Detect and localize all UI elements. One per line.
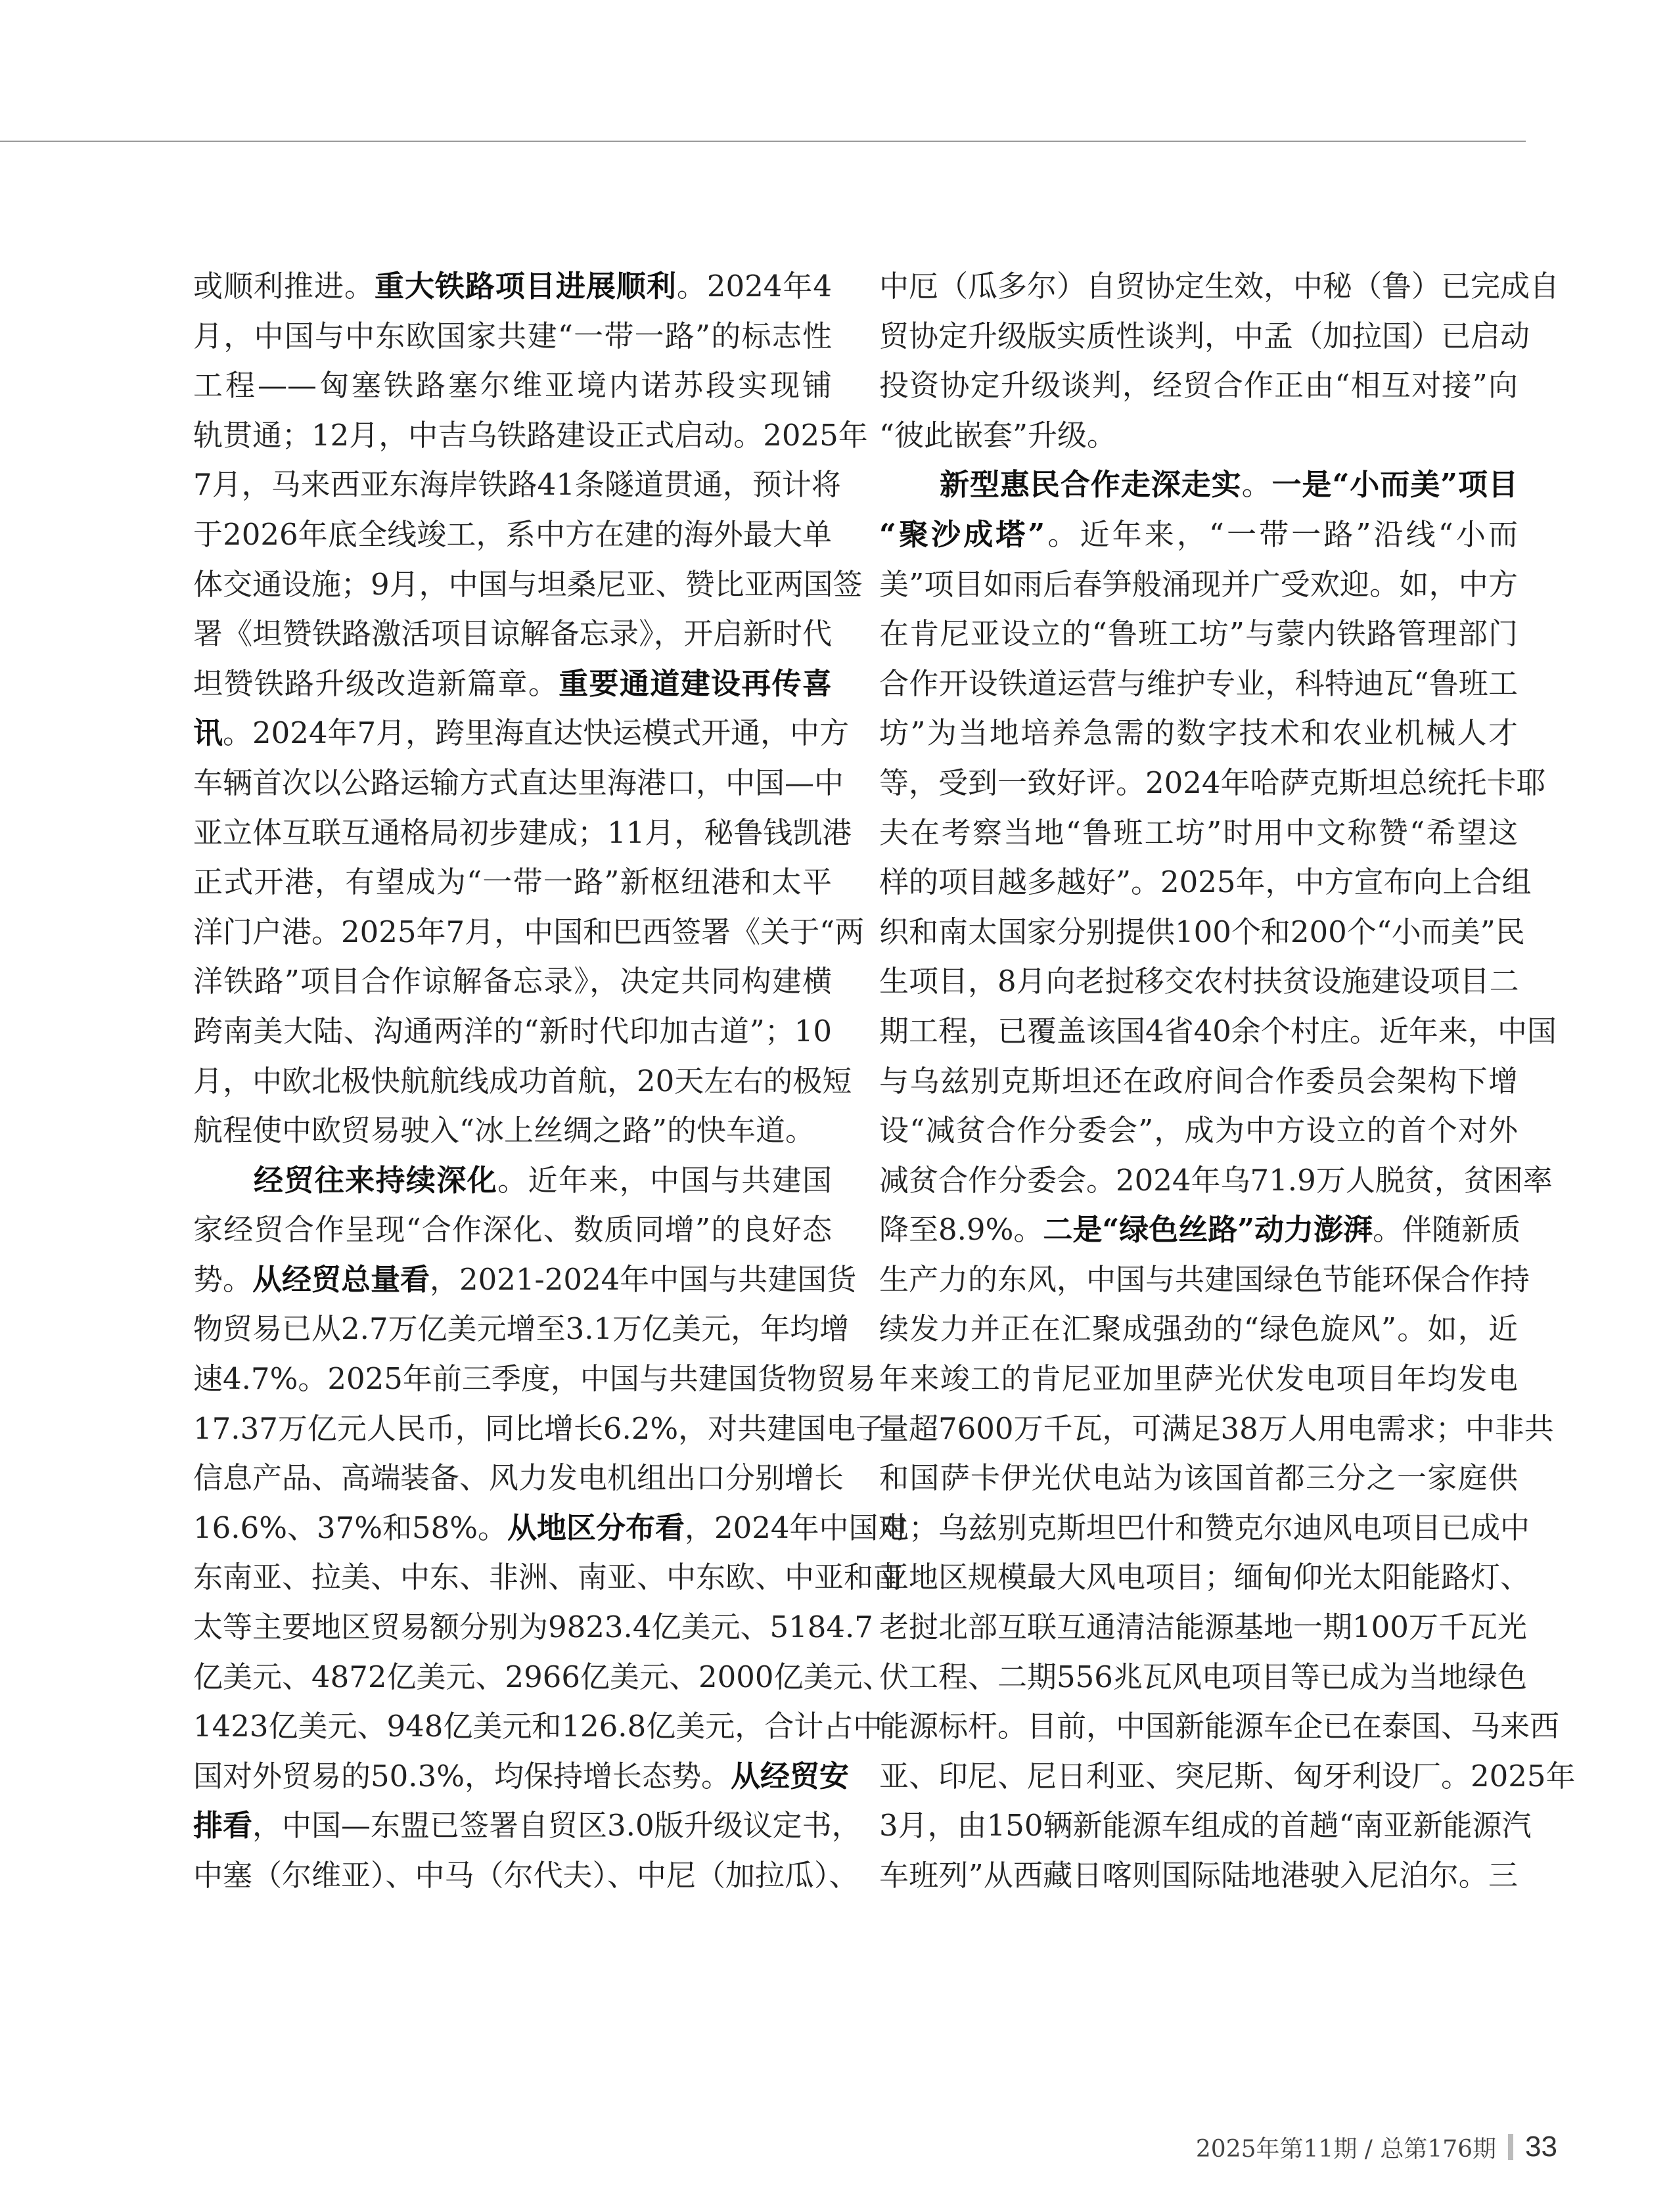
text-line — [879, 261, 1560, 311]
text-line — [879, 758, 1546, 808]
body-text: ，2021-2024年中国与共建国货 — [430, 1261, 857, 1297]
text-line — [879, 708, 1518, 758]
text-line — [193, 1006, 832, 1056]
text-line — [879, 1851, 1518, 1901]
text-line — [879, 510, 1518, 560]
body-text: 生项目，8月向老挝移交农村扶贫设施建设项目二 — [879, 964, 1519, 999]
text-line — [193, 907, 865, 957]
emphasis-text: 排看 — [193, 1808, 253, 1843]
body-text: 坊”为当地培养急需的数字技术和农业机械人才 — [879, 715, 1518, 751]
text-line — [193, 1304, 850, 1354]
body-text: 势。 — [193, 1261, 253, 1297]
body-text: ，2024年中国对 — [685, 1510, 908, 1545]
body-text: 亚立体互联互通格局初步建成；11月，秘鲁钱凯港 — [193, 815, 852, 850]
text-line — [879, 1056, 1518, 1106]
emphasis-text: 二是“绿色丝路”动力澎湃 — [1043, 1212, 1373, 1248]
text-line — [193, 1851, 859, 1901]
text-line — [193, 808, 852, 858]
body-text: 轨贯通；12月，中吉乌铁路建设正式启动。2025年 — [193, 417, 868, 453]
body-text: 年来竣工的肯尼亚加里萨光伏发电项目年均发电 — [879, 1361, 1518, 1397]
body-text: 量超7600万千瓦，可满足38万人用电需求；中非共 — [879, 1411, 1554, 1446]
body-text: 工程——匈塞铁路塞尔维亚境内诺苏段实现铺 — [193, 368, 832, 403]
body-text: 中厄（瓜多尔）自贸协定生效，中秘（鲁）已完成自 — [879, 269, 1560, 304]
body-text: “彼此嵌套”升级。 — [879, 417, 1117, 453]
text-line — [193, 1205, 832, 1255]
text-line — [193, 1503, 908, 1553]
text-line — [879, 460, 1518, 510]
text-line — [193, 857, 832, 907]
body-text: 亚地区规模最大风电项目；缅甸仰光太阳能路灯、 — [879, 1560, 1530, 1595]
body-text: 期工程，已覆盖该国4省40余个村庄。近年来，中国 — [879, 1013, 1557, 1049]
body-text: 月，中欧北极快航航线成功首航，20天左右的极短 — [193, 1063, 852, 1098]
body-text: 亚、印尼、尼日利亚、突尼斯、匈牙利设厂。2025年 — [879, 1758, 1576, 1794]
emphasis-text: 从地区分布看 — [507, 1510, 685, 1545]
body-text: 亿美元、4872亿美元、2966亿美元、2000亿美元、 — [193, 1659, 892, 1694]
body-text: 设“减贫合作分委会”，成为中方设立的首个对外 — [879, 1113, 1518, 1148]
body-text: 太等主要地区贸易额分别为9823.4亿美元、5184.7 — [193, 1610, 873, 1645]
text-line — [879, 1255, 1530, 1305]
text-line — [879, 1106, 1518, 1156]
emphasis-text: 一是“小而美”项目 — [1271, 467, 1518, 503]
body-text: 国对外贸易的50.3%，均保持增长态势。 — [193, 1758, 731, 1794]
body-text: 车辆首次以公路运输方式直达里海港口，中国—中 — [193, 765, 844, 800]
body-text: 贸协定升级版实质性谈判，中孟（加拉国）已启动 — [879, 318, 1530, 353]
body-text: 体交通设施；9月，中国与坦桑尼亚、赞比亚两国签 — [193, 566, 863, 602]
text-line — [879, 1702, 1560, 1751]
body-text: 样的项目越多越好”。2025年，中方宣布向上合组 — [879, 865, 1532, 900]
body-text: 信息产品、高端装备、风力发电机组出口分别增长 — [193, 1460, 844, 1496]
body-text: 。2024年4 — [676, 269, 832, 304]
body-text: 坦赞铁路升级改造新篇章。 — [193, 666, 559, 701]
text-line — [193, 1702, 883, 1751]
body-text: 航程使中欧贸易驶入“冰上丝绸之路”的快车道。 — [193, 1113, 815, 1148]
text-line — [193, 609, 832, 659]
body-text: 3月，由150辆新能源车组成的首趟“南亚新能源汽 — [879, 1808, 1532, 1843]
body-text: 美”项目如雨后春笋般涌现并广受欢迎。如，中方 — [879, 566, 1518, 602]
text-line — [879, 361, 1518, 411]
body-text: 伏工程、二期556兆瓦风电项目等已成为当地绿色 — [879, 1659, 1527, 1694]
body-text: 减贫合作分委会。2024年乌71.9万人脱贫，贫困率 — [879, 1162, 1553, 1198]
text-line — [879, 1156, 1553, 1206]
emphasis-text: 重大铁路项目进展顺利 — [374, 269, 677, 304]
right-column — [879, 261, 1576, 1901]
text-line — [193, 659, 832, 709]
text-line — [879, 907, 1525, 957]
body-text: 17.37万亿元人民币，同比增长6.2%，对共建国电子 — [193, 1411, 886, 1446]
text-line — [193, 1801, 861, 1851]
text-line — [879, 1304, 1518, 1354]
body-text: 投资协定升级谈判，经贸合作正由“相互对接”向 — [879, 368, 1518, 403]
text-line — [193, 1602, 873, 1652]
body-text: 生产力的东风，中国与共建国绿色节能环保合作持 — [879, 1261, 1530, 1297]
body-text: 和国萨卡伊光伏电站为该国首都三分之一家庭供 — [879, 1460, 1518, 1496]
body-text: 洋铁路”项目合作谅解备忘录》，决定共同构建横 — [193, 964, 832, 999]
emphasis-text: 讯 — [193, 715, 223, 751]
body-text: 1423亿美元、948亿美元和126.8亿美元，合计占中 — [193, 1709, 883, 1744]
body-text: 电；乌兹别克斯坦巴什和赞克尔迪风电项目已成中 — [879, 1510, 1530, 1545]
body-text: 与乌兹别克斯坦还在政府间合作委员会架构下增 — [879, 1063, 1518, 1098]
emphasis-text: 从经贸总量看 — [252, 1261, 430, 1297]
text-line — [193, 510, 832, 560]
body-text: 。近年来，“一带一路”沿线“小而 — [1045, 516, 1518, 552]
paragraph-heading: 新型惠民合作走深走实 — [940, 467, 1242, 503]
body-text: 于2026年底全线竣工，系中方在建的海外最大单 — [193, 516, 832, 552]
text-line — [879, 857, 1532, 907]
text-line — [193, 460, 841, 510]
body-text: 织和南太国家分别提供100个和200个“小而美”民 — [879, 914, 1525, 949]
body-text: 在肯尼亚设立的“鲁班工坊”与蒙内铁路管理部门 — [879, 616, 1518, 652]
text-line — [879, 411, 1518, 461]
body-text: 洋门户港。2025年7月，中国和巴西签署《关于“两 — [193, 914, 865, 949]
body-text: 7月，马来西亚东海岸铁路41条隧道贯通，预计将 — [193, 467, 841, 503]
text-line — [193, 957, 832, 1006]
body-text: ，中国—东盟已签署自贸区3.0版升级议定书， — [252, 1808, 861, 1843]
body-text: 署《坦赞铁路激活项目谅解备忘录》，开启新时代 — [193, 616, 832, 652]
text-line — [879, 659, 1518, 709]
body-text: 跨南美大陆、沟通两洋的“新时代印加古道”；10 — [193, 1013, 832, 1049]
issue-label: 2025年第11期 / 总第176期 — [1195, 2135, 1497, 2163]
body-text: 或顺利推进。 — [193, 269, 375, 304]
body-text: 。伴随新质 — [1373, 1212, 1521, 1248]
text-line — [193, 311, 832, 361]
text-line — [879, 1801, 1532, 1851]
paragraph-heading: 经贸往来持续深化 — [254, 1162, 498, 1198]
text-line — [193, 1404, 886, 1454]
body-text: 正式开港，有望成为“一带一路”新枢纽港和太平 — [193, 865, 832, 900]
body-text: 等，受到一致好评。2024年哈萨克斯坦总统托卡耶 — [879, 765, 1546, 800]
body-text: 续发力并正在汇聚成强劲的“绿色旋风”。如，近 — [879, 1311, 1518, 1347]
text-line — [193, 708, 850, 758]
text-line — [879, 1404, 1554, 1454]
text-line — [193, 1453, 844, 1503]
text-line — [193, 758, 844, 808]
text-line — [193, 1255, 857, 1305]
emphasis-text: 重要通道建设再传喜 — [559, 666, 832, 701]
emphasis-text: 从经贸安 — [730, 1758, 849, 1794]
text-line — [193, 411, 868, 461]
body-text: 月，中国与中东欧国家共建“一带一路”的标志性 — [193, 318, 832, 353]
text-line — [193, 261, 832, 311]
body-text: 合作开设铁道运营与维护专业，科特迪瓦“鲁班工 — [879, 666, 1518, 701]
text-line — [879, 609, 1518, 659]
body-text: 家经贸合作呈现“合作深化、数质同增”的良好态 — [193, 1212, 832, 1248]
page-number: 33 — [1525, 2131, 1557, 2163]
text-line — [879, 560, 1518, 610]
body-text: 物贸易已从2.7万亿美元增至3.1万亿美元，年均增 — [193, 1311, 850, 1347]
text-line — [879, 1205, 1521, 1255]
footer-divider — [1508, 2134, 1513, 2160]
text-line — [879, 1006, 1557, 1056]
text-line — [193, 1652, 892, 1702]
text-line — [193, 361, 832, 411]
text-line — [879, 1453, 1518, 1503]
text-line — [879, 1652, 1527, 1702]
text-line — [193, 1056, 852, 1106]
text-line — [193, 1552, 903, 1602]
body-text: 降至8.9%。 — [879, 1212, 1043, 1248]
body-text: 。 — [1241, 467, 1272, 503]
page-footer — [1196, 2127, 1557, 2167]
body-text: 。2024年7月，跨里海直达快运模式开通，中方 — [223, 715, 850, 751]
header-rule — [0, 141, 1526, 142]
text-line — [193, 1156, 832, 1206]
body-text: 。近年来，中国与共建国 — [497, 1162, 832, 1198]
text-line — [193, 1751, 849, 1801]
text-line — [193, 1106, 832, 1156]
body-text: 老挝北部互联互通清洁能源基地一期100万千瓦光 — [879, 1610, 1527, 1645]
text-line — [879, 808, 1518, 858]
text-line — [879, 311, 1530, 361]
body-text: 东南亚、拉美、中东、非洲、南亚、中东欧、中亚和南 — [193, 1560, 903, 1595]
left-column — [193, 261, 908, 1901]
body-text: 夫在考察当地“鲁班工坊”时用中文称赞“希望这 — [879, 815, 1518, 850]
text-line — [879, 1602, 1527, 1652]
text-line — [879, 1503, 1530, 1553]
emphasis-text: “聚沙成塔” — [879, 516, 1045, 552]
text-line — [879, 957, 1518, 1006]
text-line — [879, 1751, 1576, 1801]
text-line — [193, 1354, 876, 1404]
text-line — [879, 1354, 1518, 1404]
body-text: 速4.7%。2025年前三季度，中国与共建国货物贸易 — [193, 1361, 876, 1397]
text-line — [193, 560, 863, 610]
body-text: 16.6%、37%和58%。 — [193, 1510, 507, 1545]
text-line — [879, 1552, 1530, 1602]
body-text: 车班列”从西藏日喀则国际陆地港驶入尼泊尔。三 — [879, 1858, 1518, 1893]
body-text: 能源标杆。目前，中国新能源车企已在泰国、马来西 — [879, 1709, 1560, 1744]
body-text: 中塞（尔维亚）、中马（尔代夫）、中尼（加拉瓜）、 — [193, 1858, 859, 1893]
